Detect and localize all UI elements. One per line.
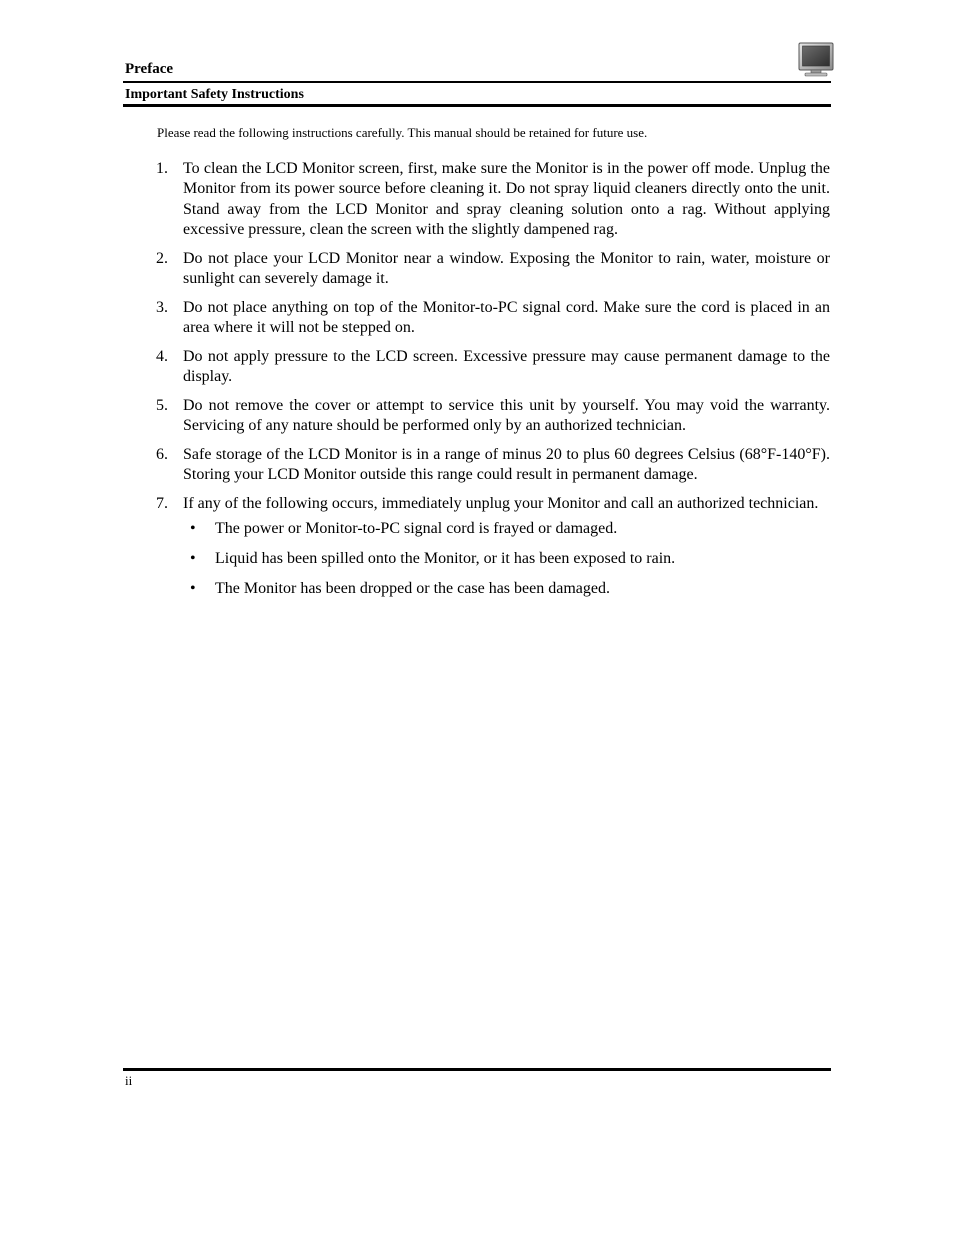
instruction-number: 4. — [156, 347, 168, 365]
instruction-number: 3. — [156, 298, 168, 316]
instruction-item — [155, 494, 830, 599]
instruction-item — [155, 249, 830, 290]
instruction-text: If any of the following occurs, immediately unplug your Monitor and call an authorized technician. — [183, 495, 819, 513]
instruction-text: Do not remove the cover or attempt to service this unit by yourself. You may void the warranty. Servicing of any nature should be performed only by an authorized technician. — [183, 396, 830, 435]
instruction-item — [155, 298, 830, 339]
header-rule-top — [123, 81, 831, 83]
instruction-item — [155, 347, 830, 388]
instruction-item — [155, 159, 830, 240]
section-title: Preface — [125, 61, 174, 77]
instruction-number: 1. — [156, 160, 168, 177]
instruction-text: Do not place your LCD Monitor near a window. Exposing the Monitor to rain, water, moisture or sunlight can severely damage it. — [183, 249, 830, 287]
header-rule-bottom — [123, 104, 831, 107]
instruction-text: Do not apply pressure to the LCD screen. Excessive pressure may cause permanent damage to the display. — [183, 347, 830, 386]
bullet-text: The Monitor has been dropped or the case has been damaged. — [215, 580, 610, 598]
bullet-glyph: • — [190, 550, 196, 568]
bullet-item — [183, 549, 830, 569]
section-subtitle: Important Safety Instructions — [125, 87, 304, 102]
instruction-number: 7. — [156, 495, 168, 513]
footer-rule — [123, 1068, 831, 1071]
instruction-text: To clean the LCD Monitor screen, first, make sure the Monitor is in the power off mode. Unplug the Monitor from its power source before cleaning it. Do not spray liquid cleaners directly onto the unit. Stand away from the LCD Monitor and spray cleaning solution onto a rag. Without applying excessive pressure, clean the screen with the slightly dampened rag. — [183, 160, 830, 238]
instruction-text: Do not place anything on top of the Monitor-to-PC signal cord. Make sure the cord is placed in an area where it will not be stepped on. — [183, 298, 830, 337]
instruction-text: Safe storage of the LCD Monitor is in a range of minus 20 to plus 60 degrees Celsius (68°F-140°F). Storing your LCD Monitor outside this range could result in permanent damage. — [183, 446, 830, 484]
hazard-bullet-list — [183, 519, 830, 599]
bullet-item — [183, 519, 830, 539]
instruction-number: 5. — [156, 396, 168, 414]
bullet-text: The power or Monitor-to-PC signal cord is frayed or damaged. — [215, 520, 618, 538]
page-number: ii — [125, 1073, 133, 1088]
intro-text: Please read the following instructions carefully. This manual should be retained for future use. — [157, 125, 648, 140]
bullet-glyph: • — [190, 520, 196, 538]
instruction-item — [155, 396, 830, 437]
lcd-monitor-icon — [797, 42, 835, 77]
instruction-number: 2. — [156, 249, 168, 267]
bullet-item — [183, 579, 830, 599]
bullet-text: Liquid has been spilled onto the Monitor, or it has been exposed to rain. — [215, 550, 676, 568]
safety-instructions-list — [155, 159, 830, 609]
instruction-item — [155, 445, 830, 486]
instruction-number: 6. — [156, 446, 168, 464]
bullet-glyph: • — [190, 580, 196, 598]
